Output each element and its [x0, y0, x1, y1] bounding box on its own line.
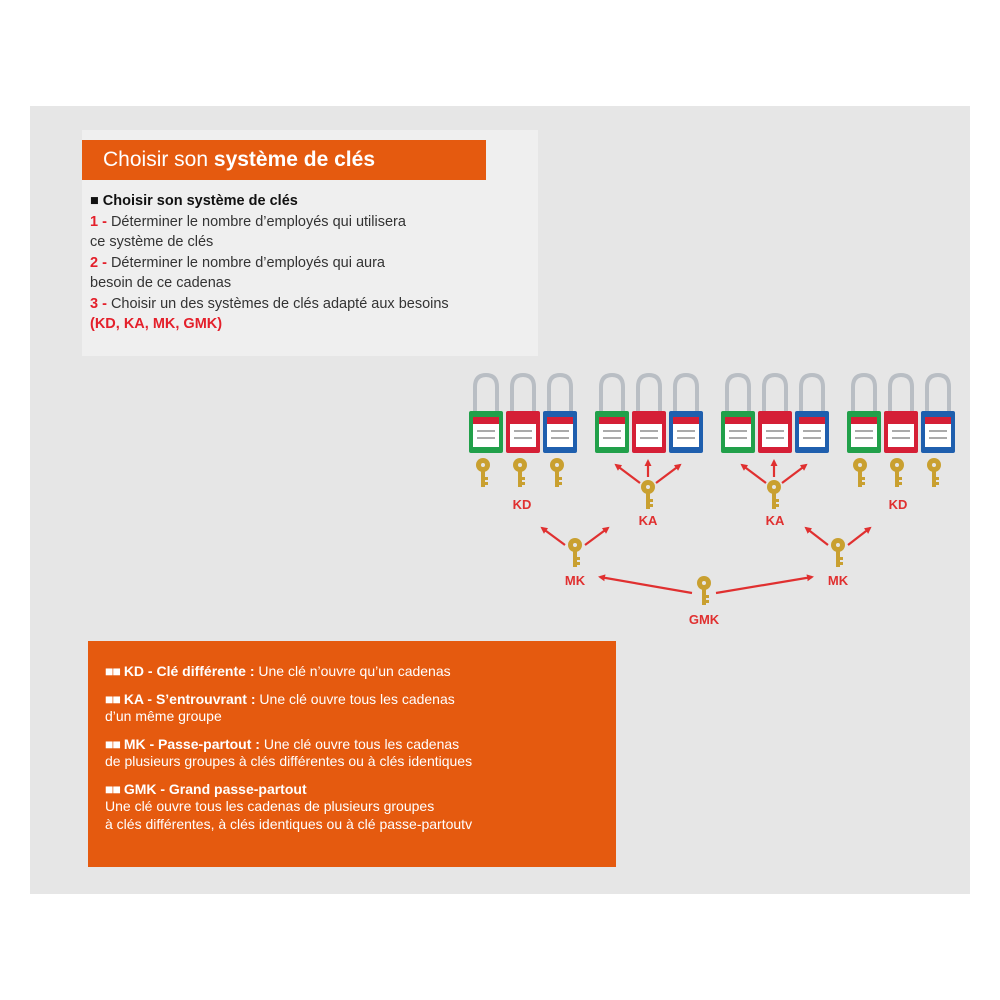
key-icon	[550, 458, 564, 487]
key-tooth	[936, 482, 939, 485]
key-icon	[568, 538, 582, 567]
legend-ka: ■■ KA - S’entrouvrant : Une clé ouvre tous les cadenas d’un même groupe	[105, 690, 455, 724]
key-blade	[573, 550, 577, 567]
key-icon	[853, 458, 867, 487]
key-system-codes: (KD, KA, MK, GMK)	[90, 316, 223, 332]
bullet-icon: ■■	[105, 735, 120, 752]
padlock-shackle	[601, 375, 623, 415]
key-tooth	[577, 562, 580, 565]
padlock-shackle	[764, 375, 786, 415]
title-bold: système de clés	[213, 148, 375, 171]
diagram-label: KD	[512, 497, 532, 512]
padlock-shackle	[675, 375, 697, 415]
diagram-label: KD	[888, 497, 908, 512]
padlock-icon	[721, 375, 755, 453]
key-icon	[697, 576, 711, 605]
key-tooth	[522, 482, 525, 485]
legend-box	[88, 641, 616, 867]
padlock-shackle	[475, 375, 497, 415]
padlock-icon	[921, 375, 955, 453]
step-1-cont: ce système de clés	[90, 234, 214, 250]
legend-kd: ■■ KD - Clé différente : Une clé n’ouvre qu’un cadenas	[105, 663, 451, 679]
key-tooth	[706, 600, 709, 603]
arrow	[806, 528, 828, 545]
padlock-shackle	[549, 375, 571, 415]
key-icon	[641, 480, 655, 509]
padlock-shackle	[512, 375, 534, 415]
arrow	[656, 465, 680, 483]
padlock-tag-header	[473, 417, 499, 424]
padlock-icon	[632, 375, 666, 453]
step-3: 3 - Choisir un des systèmes de clés adapté aux besoins	[90, 295, 449, 312]
diagram-label: KA	[638, 513, 658, 528]
padlock-icon	[469, 375, 503, 453]
step-1: 1 - Déterminer le nombre d’employés qui utilisera	[90, 213, 406, 230]
key-hole	[772, 485, 776, 489]
key-blade	[858, 470, 862, 487]
key-hole	[481, 463, 485, 467]
key-blade	[836, 550, 840, 567]
key-tooth	[706, 595, 709, 598]
padlock-shackle	[853, 375, 875, 415]
key-tooth	[899, 482, 902, 485]
step-2: 2 - Déterminer le nombre d’employés qui aura	[90, 254, 385, 271]
padlock-tag-header	[673, 417, 699, 424]
padlock-icon	[506, 375, 540, 453]
padlock-tag-header	[599, 417, 625, 424]
padlock-tag-header	[547, 417, 573, 424]
padlock-icon	[543, 375, 577, 453]
key-tooth	[559, 482, 562, 485]
key-tooth	[485, 477, 488, 480]
key-hole	[836, 543, 840, 547]
key-icon	[927, 458, 941, 487]
title-banner	[82, 140, 486, 180]
padlock-tag-header	[799, 417, 825, 424]
padlock-icon	[595, 375, 629, 453]
key-tooth	[840, 562, 843, 565]
key-blade	[772, 492, 776, 509]
key-icon	[831, 538, 845, 567]
bullet-icon: ■■	[105, 663, 120, 679]
padlock-shackle	[927, 375, 949, 415]
key-tooth	[862, 477, 865, 480]
diagram-label: MK	[564, 573, 586, 588]
arrow	[600, 577, 692, 593]
key-hole	[518, 463, 522, 467]
key-tooth	[899, 477, 902, 480]
key-hole	[932, 463, 936, 467]
key-tooth	[862, 482, 865, 485]
arrow	[742, 465, 766, 483]
arrow	[616, 465, 640, 483]
key-blade	[646, 492, 650, 509]
bullet-icon: ■■	[105, 780, 120, 797]
padlock-icon	[758, 375, 792, 453]
key-icon	[513, 458, 527, 487]
legend-gmk: ■■ GMK - Grand passe-partout Une clé ouvre tous les cadenas de plusieurs groupes à clés différentes, à clés identiques ou à clé passe-partoutv	[105, 780, 473, 832]
bullet-icon: ■■	[105, 690, 120, 707]
key-tooth	[577, 557, 580, 560]
key-tooth	[559, 477, 562, 480]
arrow	[782, 465, 806, 483]
key-tooth	[776, 499, 779, 502]
padlock-icon	[884, 375, 918, 453]
key-icon	[476, 458, 490, 487]
key-icon	[767, 480, 781, 509]
key-blade	[555, 470, 559, 487]
key-tooth	[650, 504, 653, 507]
padlock-shackle	[890, 375, 912, 415]
key-system-diagram	[460, 365, 960, 635]
intro-heading: ■ Choisir son système de clés	[90, 193, 298, 209]
key-icon	[890, 458, 904, 487]
key-tooth	[650, 499, 653, 502]
legend-mk: ■■ MK - Passe-partout : Une clé ouvre tous les cadenas de plusieurs groupes à clés différentes ou à clés identiques	[105, 735, 473, 769]
padlock-tag-header	[851, 417, 877, 424]
padlock-icon	[847, 375, 881, 453]
padlock-tag-header	[888, 417, 914, 424]
key-blade	[518, 470, 522, 487]
padlock-tag-header	[510, 417, 536, 424]
bullet-icon: ■	[90, 193, 99, 209]
padlock-shackle	[727, 375, 749, 415]
key-tooth	[840, 557, 843, 560]
key-hole	[573, 543, 577, 547]
padlock-tag-header	[762, 417, 788, 424]
key-hole	[555, 463, 559, 467]
diagram-label: KA	[765, 513, 785, 528]
diagram-label: GMK	[688, 612, 720, 627]
key-blade	[481, 470, 485, 487]
key-blade	[932, 470, 936, 487]
padlock-icon	[669, 375, 703, 453]
diagram-label: MK	[827, 573, 849, 588]
key-tooth	[485, 482, 488, 485]
intro-steps	[90, 191, 449, 335]
padlock-shackle	[638, 375, 660, 415]
padlock-icon	[795, 375, 829, 453]
key-tooth	[936, 477, 939, 480]
padlock-tag-header	[725, 417, 751, 424]
key-blade	[702, 588, 706, 605]
key-hole	[895, 463, 899, 467]
arrow	[542, 528, 565, 545]
key-hole	[646, 485, 650, 489]
padlock-tag-header	[636, 417, 662, 424]
key-tooth	[776, 504, 779, 507]
padlock-tag-header	[925, 417, 951, 424]
arrow	[716, 577, 812, 593]
key-hole	[702, 581, 706, 585]
arrow	[848, 528, 870, 545]
step-2-cont: besoin de ce cadenas	[90, 275, 232, 291]
key-tooth	[522, 477, 525, 480]
arrow	[585, 528, 608, 545]
padlock-shackle	[801, 375, 823, 415]
key-hole	[858, 463, 862, 467]
title-prefix: Choisir son	[103, 148, 214, 171]
key-blade	[895, 470, 899, 487]
